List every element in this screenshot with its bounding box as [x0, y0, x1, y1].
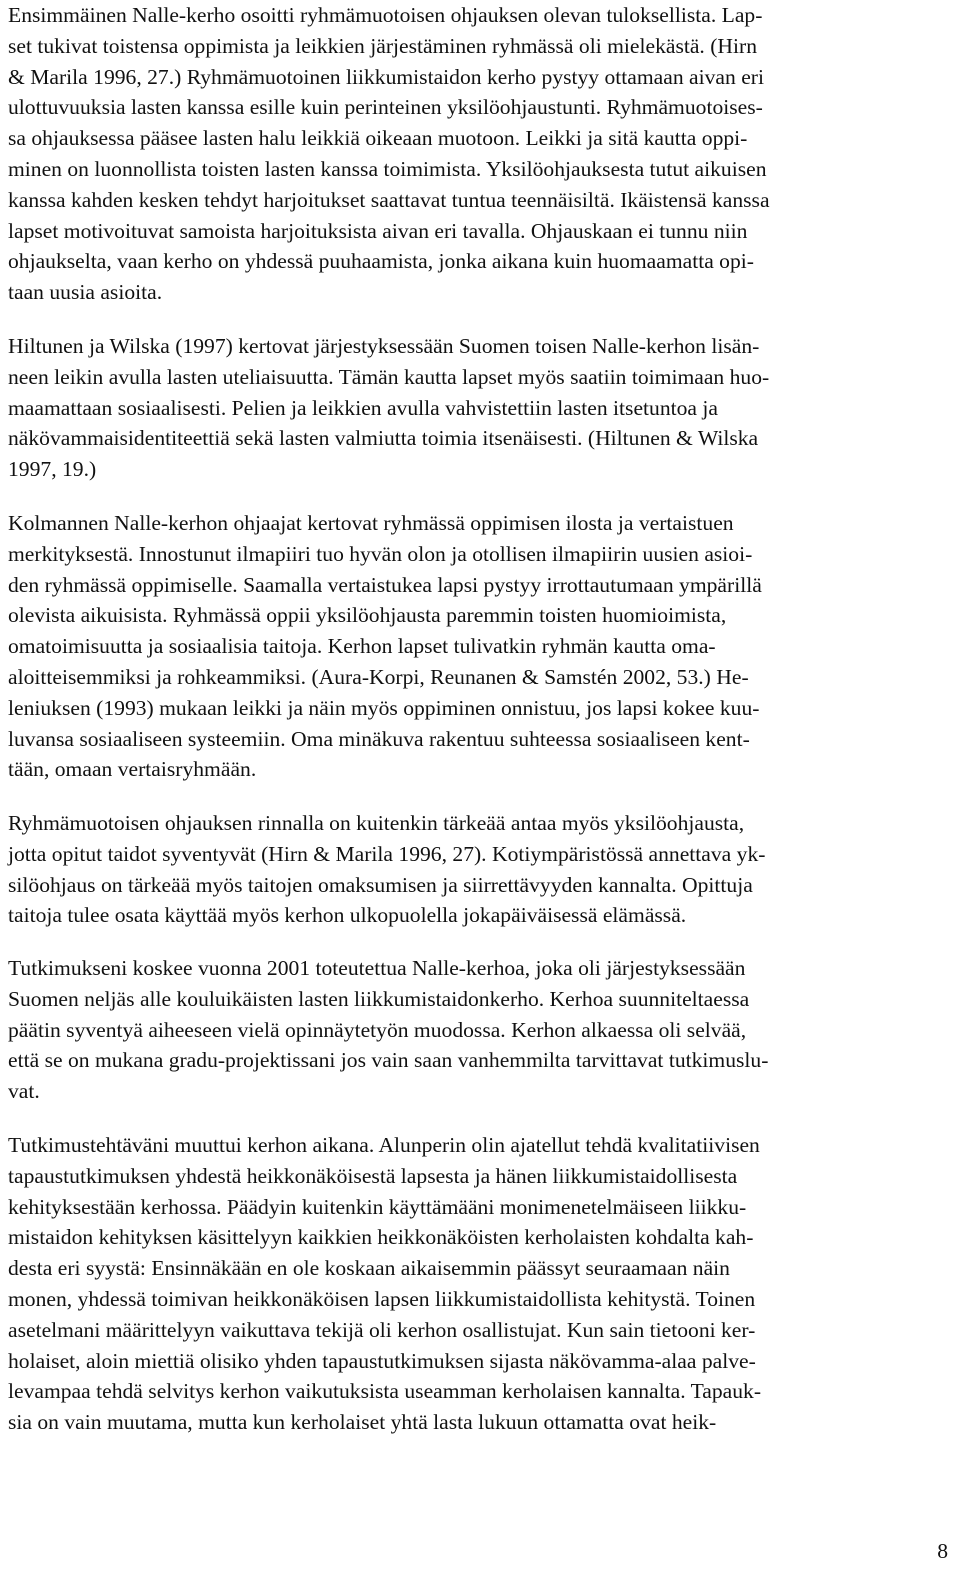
text-line: asetelmani määrittelyyn vaikuttava tekijä oli kerhon osallistujat. Kun sain tietooni ker-	[8, 1317, 756, 1342]
text-line: merkityksestä. Innostunut ilmapiiri tuo hyvän olon ja otollisen ilmapiirin uusien asioi-	[8, 541, 753, 566]
text-line: monen, yhdessä toimivan heikkonäköisen lapsen liikkumistaidollista kehitystä. Toinen	[8, 1286, 756, 1311]
text-line: kanssa kahden kesken tehdyt harjoitukset saattavat tuntua teennäisiltä. Ikäistensä kanssa	[8, 187, 770, 212]
paragraph-4	[8, 808, 952, 931]
paragraph-2	[8, 331, 952, 485]
text-line: Tutkimustehtäväni muuttui kerhon aikana. Alunperin olin ajatellut tehdä kvalitatiivisen	[8, 1133, 760, 1157]
text-line: Suomen neljäs alle kouluikäisten lasten liikkumistaidonkerho. Kerhoa suunniteltaessa	[8, 986, 750, 1011]
text-line: jotta opitut taidot syventyvät (Hirn & Marila 1996, 27). Kotiympäristössä annettava yk-	[8, 841, 766, 866]
text-line: Tutkimukseni koskee vuonna 2001 toteutettua Nalle-kerhoa, joka oli järjestyksessään	[8, 956, 746, 980]
text-line: levampaa tehdä selvitys kerhon vaikutuksista useamman kerholaisen kannalta. Tapauk-	[8, 1379, 762, 1404]
text-line: neen leikin avulla lasten uteliaisuutta. Tämän kautta lapset myös saatiin toimimaan huo-	[8, 364, 770, 389]
paragraph-1	[8, 0, 952, 308]
paragraph-5	[8, 953, 952, 1107]
text-line: mistaidon kehityksen käsittelyyn kaikkien heikkonäköisten kerholaisten kohdalta kah-	[8, 1225, 754, 1250]
text-line: leniuksen (1993) mukaan leikki ja näin myös oppiminen onnistuu, jos lapsi kokee kuu-	[8, 695, 760, 720]
text-line: tapaustutkimuksen yhdestä heikkonäköisestä lapsesta ja hänen liikkumistaidollisesta	[8, 1163, 738, 1188]
text-line: että se on mukana gradu-projektissani jos vain saan vanhemmilta tarvittavat tutkimuslu-	[8, 1048, 769, 1073]
page-number: 8	[937, 1539, 948, 1563]
text-line: taan uusia asioita.	[8, 280, 163, 305]
text-line: ulottuvuuksia lasten kanssa esille kuin perinteinen yksilöohjaustunti. Ryhmämuotoises-	[8, 95, 763, 120]
text-line: tään, omaan vertaisryhmään.	[8, 757, 257, 782]
text-line: Hiltunen ja Wilska (1997) kertovat järjestyksessään Suomen toisen Nalle-kerhon lisän-	[8, 334, 760, 358]
text-line: sa ohjauksessa pääsee lasten halu leikkiä oikeaan muotoon. Leikki ja sitä kautta oppi-	[8, 126, 748, 151]
text-line: 1997, 19.)	[8, 457, 97, 482]
text-line: ohjaukselta, vaan kerho on yhdessä puuhaamista, jonka aikana kuin huomaamatta opi-	[8, 249, 754, 274]
text-line: Kolmannen Nalle-kerhon ohjaajat kertovat ryhmässä oppimisen ilosta ja vertaistuen	[8, 511, 734, 535]
text-line: Ryhmämuotoisen ohjauksen rinnalla on kuitenkin tärkeää antaa myös yksilöohjausta,	[8, 811, 745, 835]
text-line: den ryhmässä oppimiselle. Saamalla vertaistukea lapsi pystyy irrottautumaan ympärillä	[8, 572, 762, 597]
text-line: olevista aikuisista. Ryhmässä oppii yksilöohjausta paremmin toisten huomioimista,	[8, 603, 727, 628]
text-line: taitoja tulee osata käyttää myös kerhon ulkopuolella jokapäiväisessä elämässä.	[8, 903, 687, 928]
text-line: luvansa sosiaaliseen systeemiin. Oma minäkuva rakentuu suhteessa sosiaaliseen kent-	[8, 726, 750, 751]
text-line: silöohjaus on tärkeää myös taitojen omaksumisen ja siirrettävyyden kannalta. Opittuja	[8, 872, 753, 897]
text-line: kehityksestään kerhossa. Päädyin kuitenkin käyttämääni monimenetelmäiseen liikku-	[8, 1194, 747, 1219]
paragraph-6	[8, 1130, 952, 1438]
text-line: maamattaan sosiaalisesti. Pelien ja leikkien avulla vahvistettiin lasten itsetuntoa ja	[8, 395, 718, 420]
text-line: vat.	[8, 1079, 40, 1104]
text-line: lapset motivoituvat samoista harjoituksista aivan eri tavalla. Ohjauskaan ei tunnu niin	[8, 218, 748, 243]
text-line: set tukivat toistensa oppimista ja leikkien järjestäminen ryhmässä oli mielekästä. (Hirn	[8, 33, 758, 58]
text-line: holaiset, aloin miettiä olisiko yhden tapaustutkimuksen sijasta näkövamma-alaa palve-	[8, 1348, 756, 1373]
text-line: minen on luonnollista toisten lasten kanssa toimimista. Yksilöohjauksesta tutut aikuisen	[8, 156, 767, 181]
paragraph-3	[8, 508, 952, 785]
text-line: näkövammaisidentiteettiä sekä lasten valmiutta toimia itsenäisesti. (Hiltunen & Wilska	[8, 426, 759, 451]
text-line: Ensimmäinen Nalle-kerho osoitti ryhmämuotoisen ohjauksen olevan tuloksellista. Lap-	[8, 3, 763, 27]
text-line: sia on vain muutama, mutta kun kerholaiset yhtä lasta lukuun ottamatta ovat heik-	[8, 1410, 717, 1435]
text-line: päätin syventyä aiheeseen vielä opinnäytetyön muodossa. Kerhon alkaessa oli selvää,	[8, 1017, 747, 1042]
text-line: & Marila 1996, 27.) Ryhmämuotoinen liikkumistaidon kerho pystyy ottamaan aivan eri	[8, 64, 764, 89]
text-line: aloitteisemmiksi ja rohkeammiksi. (Aura-Korpi, Reunanen & Samstén 2002, 53.) He-	[8, 664, 749, 689]
text-line: desta eri syystä: Ensinnäkään en ole koskaan aikaisemmin päässyt seuraamaan näin	[8, 1256, 730, 1281]
text-line: omatoimisuutta ja sosiaalisia taitoja. Kerhon lapset tulivatkin ryhmän kautta oma-	[8, 634, 716, 659]
